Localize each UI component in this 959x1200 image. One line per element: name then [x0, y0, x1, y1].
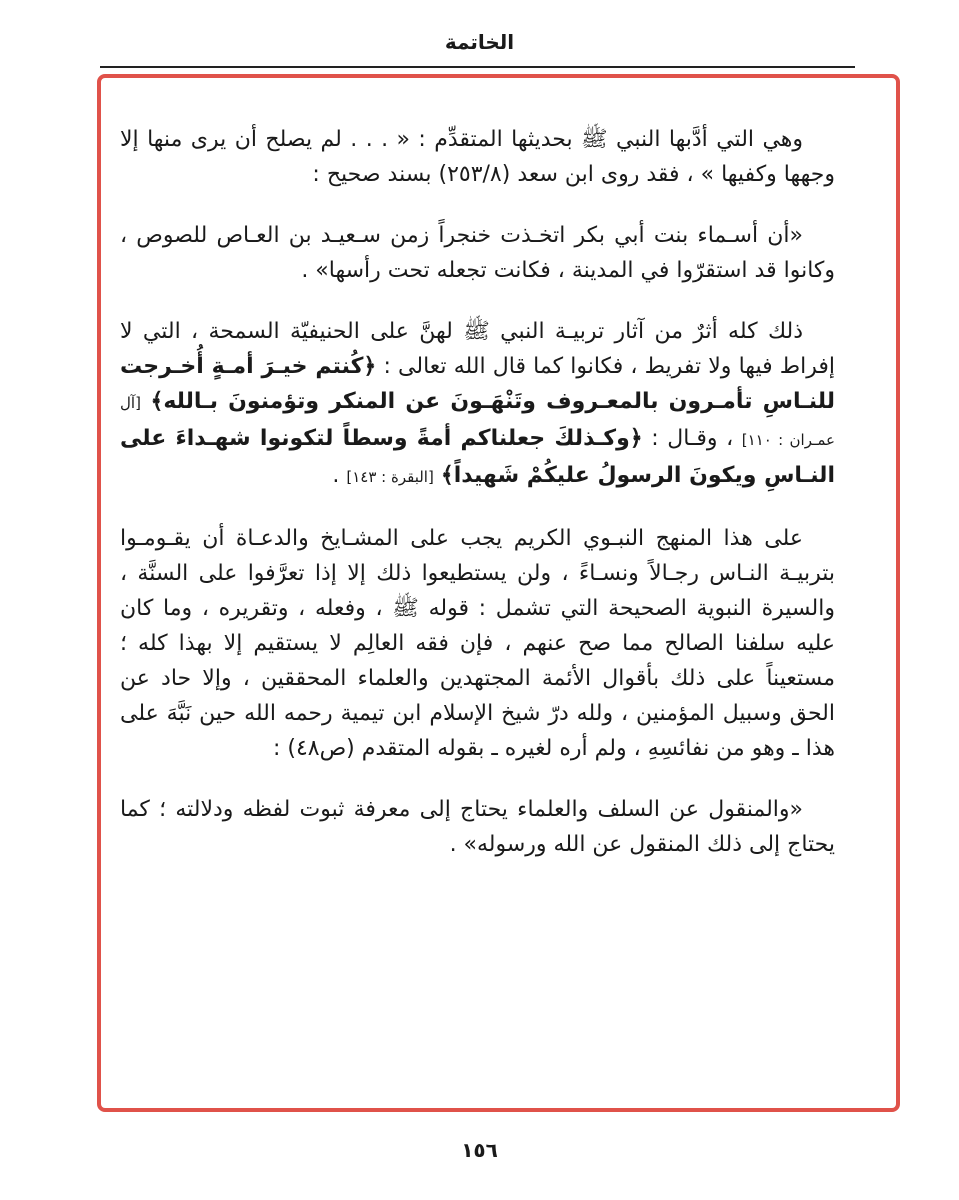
- page-header-title: الخاتمة: [444, 30, 515, 54]
- paragraph-4-text: على هذا المنهج النبـوي الكريم يجب على المشـايخ والدعـاة أن يقـومـوا بتربيـة النـاس رجـالاً ونسـاءً ، ولن يستطيعوا ذلك إلا إذا تعرَّفوا على السنَّة ، والسيرة النبوية الصحيحة التي تشمل : قوله ﷺ ، وفعله ، وتقريره ، وما كان عليه سلفنا الصالح مما صح عنهم ، فإن فقه العالِم لا يستقيم إلا بهذا كله ؛ مستعيناً على ذلك بأقوال الأئمة المجتهدين والعلماء المحققين ، وإلا حاد عن الحق وسبيل المؤمنين ، ولله درّ شيخ الإسلام ابن تيمية رحمه الله حين نَبَّهَ على هذا ـ وهو من نفائسِهِ ، ولم أره لغيره ـ بقوله المتقدم (ص٤٨) :: [120, 526, 835, 761]
- verse-2-citation: [البقرة : ١٤٣]: [346, 468, 434, 486]
- body-text: [120, 122, 835, 888]
- paragraph-3-text-a: ذلك كله أثرٌ من آثار تربيـة النبي ﷺ لهنَّ على الحنيفيّة السمحة ، التي لا إفراط فيها ولا تفريط ، فكانوا كما قال الله تعالى :: [120, 319, 836, 379]
- quran-verse-2: ﴿وكـذلكَ جعلناكم أمةً وسطاً لتكونوا شهـداءَ على النـاسِ ويكونَ الرسولُ عليكُمْ شَهيداً﴾: [120, 426, 835, 488]
- paragraph-1: [120, 122, 835, 192]
- paragraph-1-text: وهي التي أدَّبها النبي ﷺ بحديثها المتقدِّم : « . . . لم يصلح أن يرى منها إلا وجهها وكفيها » ، فقد روى ابن سعد (٢٥٣/٨) بسند صحيح :: [120, 127, 835, 187]
- header-divider: [100, 66, 855, 68]
- page-number: ١٥٦: [461, 1138, 498, 1162]
- paragraph-5-text: «والمنقول عن السلف والعلماء يحتاج إلى معرفة ثبوت لفظه ودلالته ؛ كما يحتاج إلى ذلك المنقول عن الله ورسوله» .: [120, 797, 835, 857]
- paragraph-3-text-b: ، وقـال :: [642, 426, 742, 451]
- verse-1-citation: [آل عمـران : ١١٠]: [120, 394, 836, 449]
- quran-verse-1: ﴿كُنتم خيـرَ أمـةٍ أُخـرجت للنـاسِ تأمـرون بالمعـروف وتَنْهَـونَ عن المنكر وتؤمنونَ بـالله﴾: [120, 354, 835, 414]
- paragraph-3: [120, 314, 835, 495]
- paragraph-4: [120, 521, 835, 766]
- paragraph-2-text: «أن أسـماء بنت أبي بكر اتخـذت خنجراً زمن سـعيـد بن العـاص للصوص ، وكانوا قد استقرّوا في المدينة ، فكانت تجعله تحت رأسها» .: [120, 223, 835, 283]
- paragraph-3-text-c: .: [332, 463, 347, 488]
- paragraph-5-quote: [120, 792, 835, 862]
- paragraph-2-quote: [120, 218, 835, 288]
